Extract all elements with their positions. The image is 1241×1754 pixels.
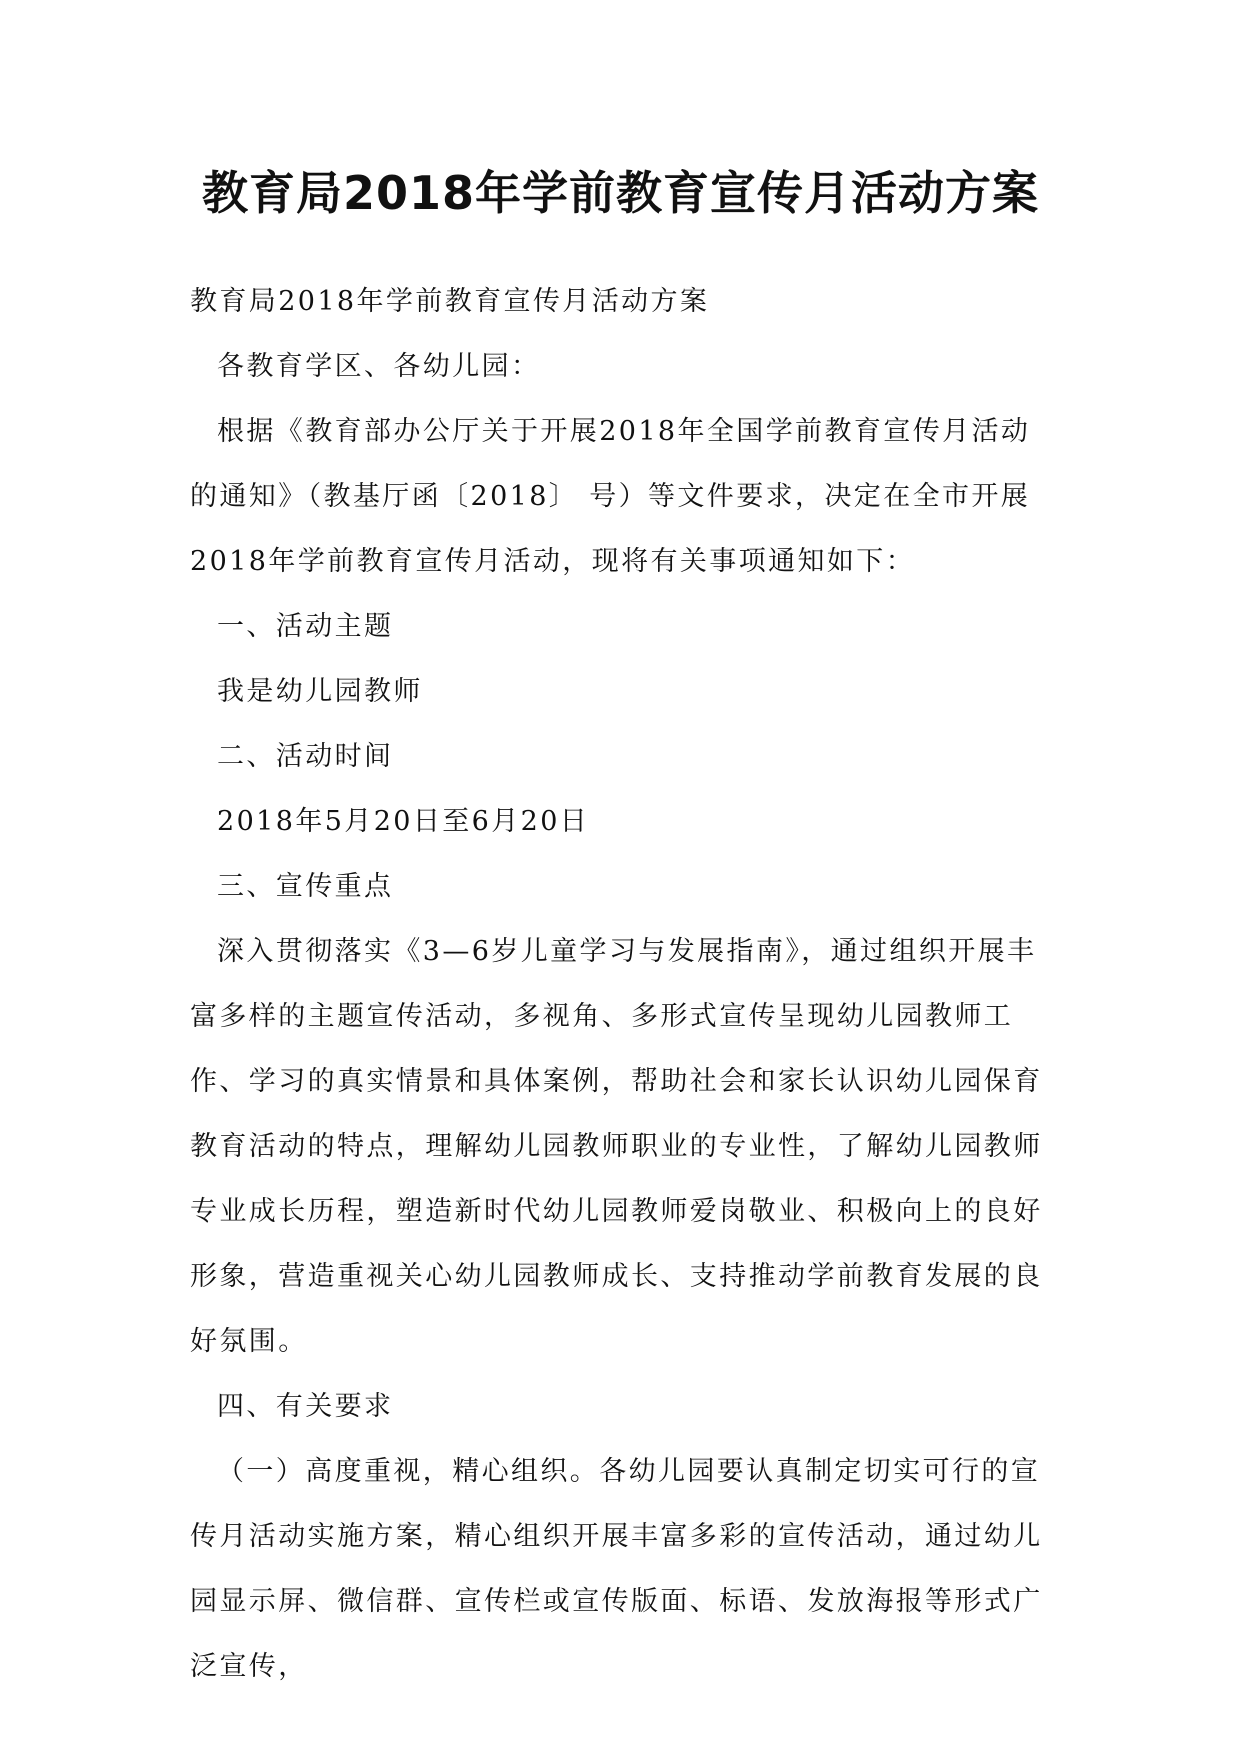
intro-paragraph: 根据《教育部办公厅关于开展2018年全国学前教育宣传月活动的通知》（教基厅函〔2018〕 号）等文件要求，决定在全市开展2018年学前教育宣传月活动，现将有关事项通知如下： [190, 416, 1031, 577]
time-paragraph: 2018年5月20日至6月20日 [217, 806, 590, 837]
document-title: 教育局2018年学前教育宣传月活动方案 [201, 166, 1040, 220]
section-heading-focus: 三、宣传重点 [217, 871, 394, 902]
requirements-paragraph: （一）高度重视，精心组织。各幼儿园要认真制定切实可行的宣传月活动实施方案，精心组织开展丰富多彩的宣传活动，通过幼儿园显示屏、微信群、宣传栏或宣传版面、标语、发放海报等形式广泛宣传， [190, 1456, 1043, 1682]
section-heading-requirements: 四、有关要求 [217, 1391, 394, 1422]
section-heading-theme: 一、活动主题 [217, 611, 394, 642]
salutation-paragraph: 各教育学区、各幼儿园： [217, 351, 541, 382]
focus-paragraph: 深入贯彻落实《3—6岁儿童学习与发展指南》，通过组织开展丰富多样的主题宣传活动，多视角、多形式宣传呈现幼儿园教师工作、学习的真实情景和具体案例，帮助社会和家长认识幼儿园保育教育活动的特点，理解幼儿园教师职业的专业性，了解幼儿园教师专业成长历程，塑造新时代幼儿园教师爱岗敬业、积极向上的良好形象，营造重视关心幼儿园教师成长、支持推动学前教育发展的良好氛围。 [190, 936, 1043, 1357]
subtitle-paragraph: 教育局2018年学前教育宣传月活动方案 [190, 286, 710, 317]
theme-paragraph: 我是幼儿园教师 [217, 676, 423, 707]
document-body [190, 269, 1052, 1699]
section-heading-time: 二、活动时间 [217, 741, 394, 772]
